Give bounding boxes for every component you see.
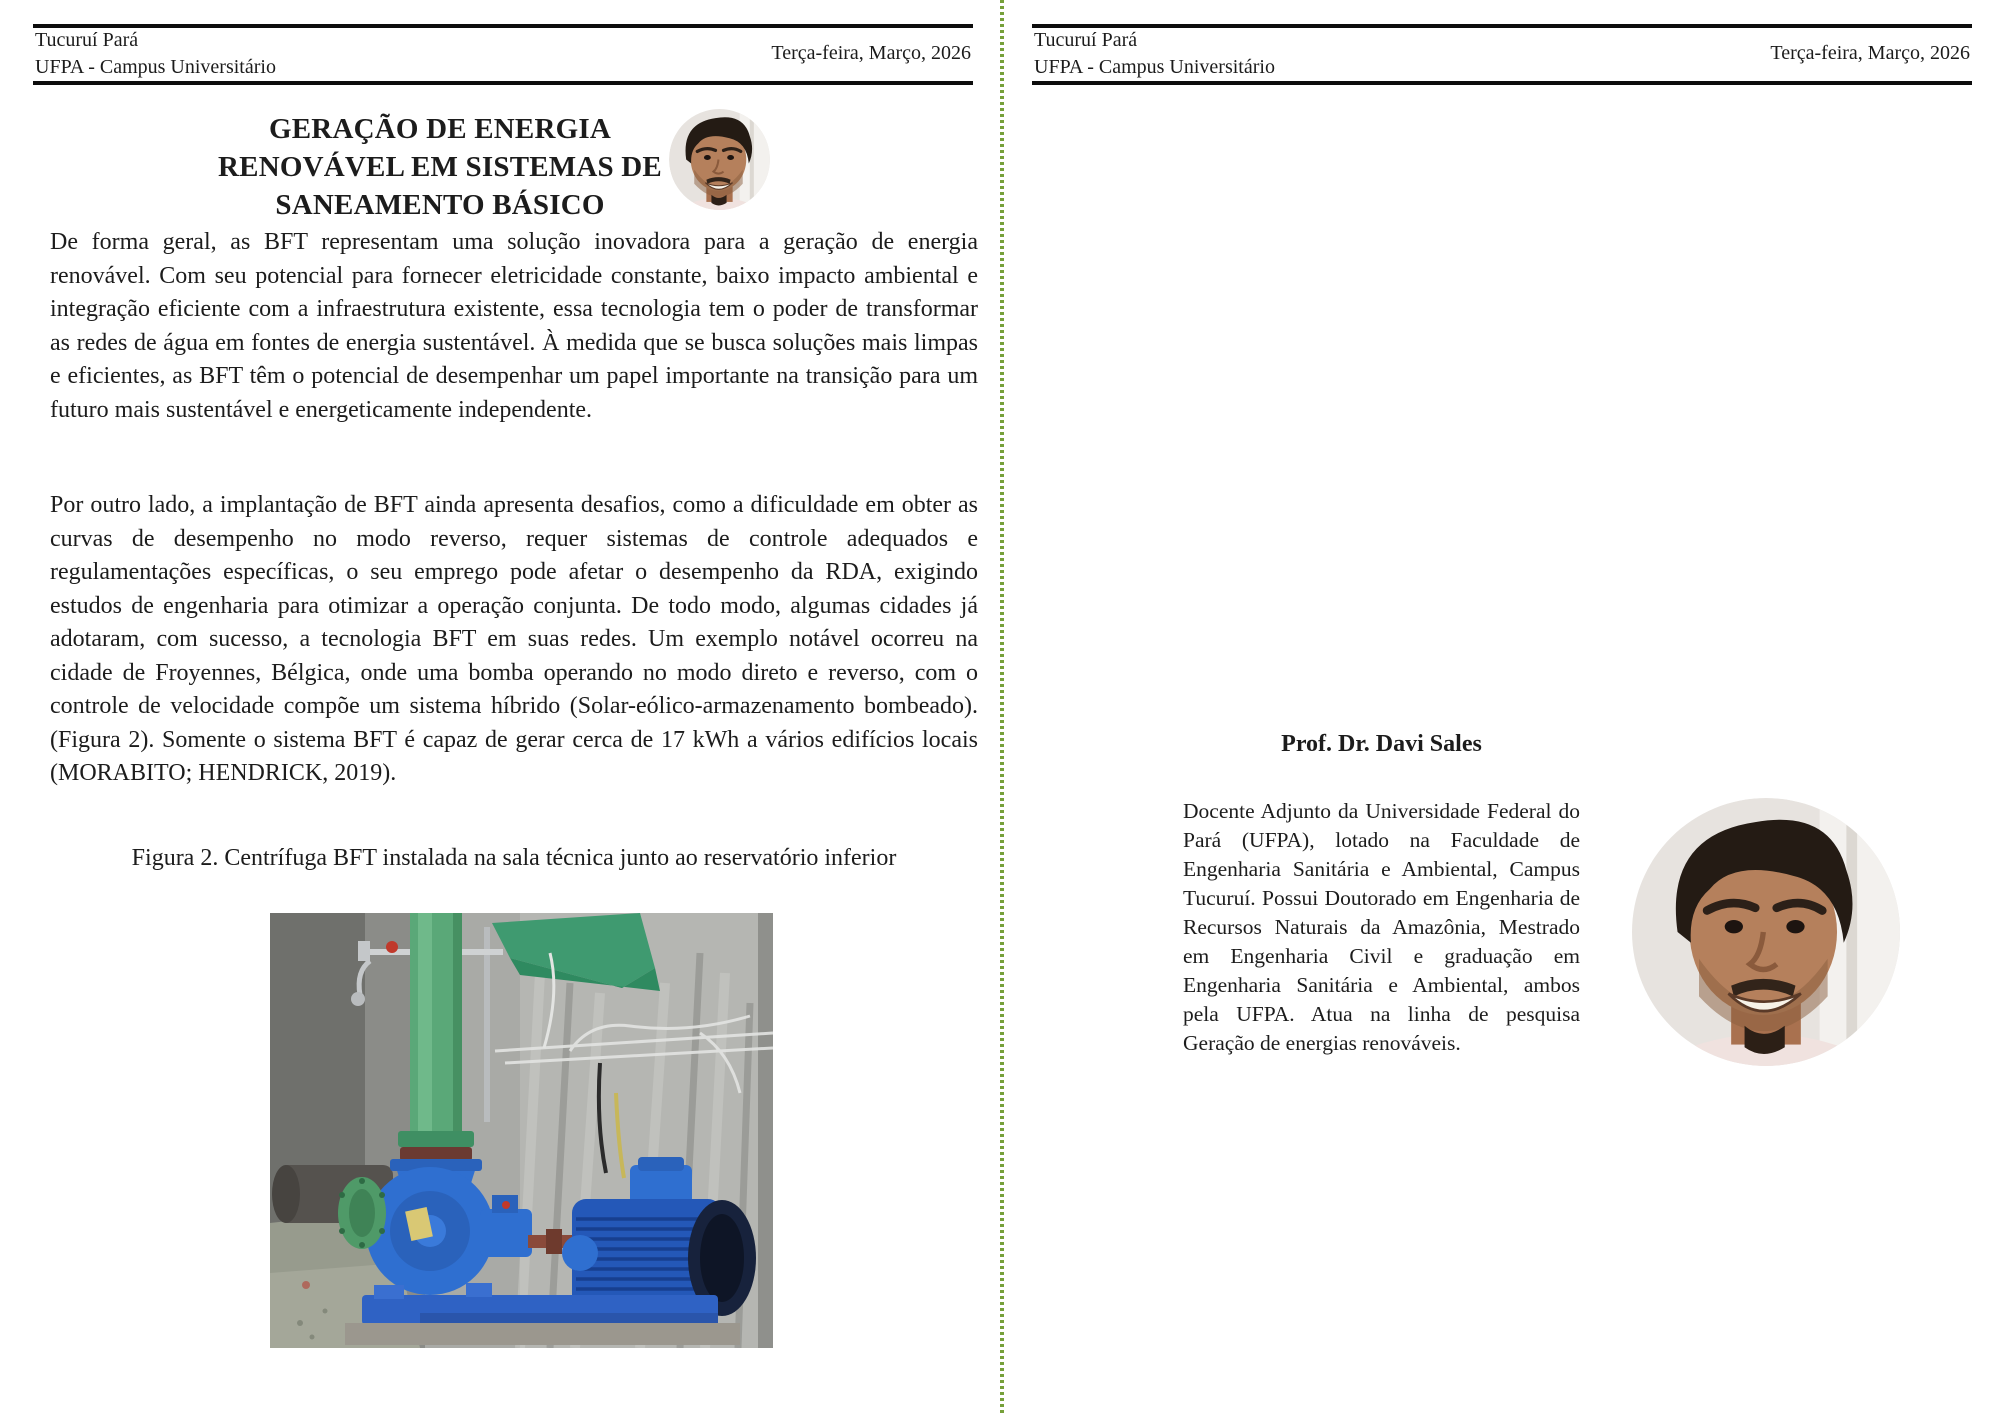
masthead-location-line1: Tucuruí Pará — [1034, 28, 1138, 51]
masthead-location-line2: UFPA - Campus Universitário — [35, 55, 276, 78]
masthead-location — [35, 27, 276, 81]
masthead-location — [1034, 27, 1275, 81]
masthead-date: Terça-feira, Março, 2026 — [771, 42, 971, 64]
pump-figure-photo — [270, 913, 773, 1348]
profile-bio: Docente Adjunto da Universidade Federal do Pará (UFPA), lotado na Faculdade de Engenharia Sanitária e Ambiental, Campus Tucuruí. Possui Doutorado em Engenharia de Recursos Naturais da Amazônia, Mestrado em Engenharia Civil e graduação em Engenharia Sanitária e Ambiental, ambos pela UFPA. Atua na linha de pesquisa Geração de energias renováveis. — [1183, 799, 1580, 1055]
pump-photo-illustration — [270, 913, 773, 1348]
page-divider-dotted-line — [1000, 0, 1004, 1414]
masthead-location-line1: Tucuruí Pará — [35, 28, 139, 51]
left-page-masthead — [33, 24, 973, 85]
article-paragraph-2: Por outro lado, a implantação de BFT ainda apresenta desafios, como a dificuldade em obter as curvas de desempenho no modo reverso, requer sistemas de controle adequados e regulamentações específicas, o seu emprego pode afetar o desempenho da RDA, exigindo estudos de engenharia para otimizar a operação conjunta. De todo modo, algumas cidades já adotaram, com sucesso, a tecnologia BFT em suas redes. Um exemplo notável ocorreu na cidade de Froyennes, Bélgica, onde uma bomba operando no modo direto e reverso, com o controle de velocidade compõe um sistema híbrido (Solar-eólico-armazenamento bombeado). (Figura 2). Somente o sistema BFT é capaz de gerar cerca de 17 kWh a vários edifícios locais (MORABITO; HENDRICK, 2019). — [50, 492, 978, 786]
article-title-line3: SANEAMENTO BÁSICO — [275, 189, 605, 221]
figure-caption: Figura 2. Centrífuga BFT instalada na sala técnica junto ao reservatório inferior — [131, 845, 897, 871]
author-photo-large — [1628, 798, 1904, 1066]
right-page-masthead — [1032, 24, 1972, 85]
article-title — [140, 110, 740, 224]
masthead-date: Terça-feira, Março, 2026 — [1770, 42, 1970, 64]
author-photo-small — [669, 108, 770, 211]
masthead-location-line2: UFPA - Campus Universitário — [1034, 55, 1275, 78]
article-paragraph-1: De forma geral, as BFT representam uma solução inovadora para a geração de energia renovável. Com seu potencial para fornecer eletricidade constante, baixo impacto ambiental e integração eficiente com a infraestrutura existente, essa tecnologia tem o poder de transformar as redes de água em fontes de energia sustentável. À medida que se busca soluções mais limpas e eficientes, as BFT têm o potencial de desempenhar um papel importante na transição para um futuro mais sustentável e energeticamente independente. — [50, 229, 978, 423]
article-title-line2: RENOVÁVEL EM SISTEMAS DE — [218, 151, 662, 183]
article-title-line1: GERAÇÃO DE ENERGIA — [269, 113, 611, 145]
profile-name: Prof. Dr. Davi Sales — [1281, 731, 1482, 757]
